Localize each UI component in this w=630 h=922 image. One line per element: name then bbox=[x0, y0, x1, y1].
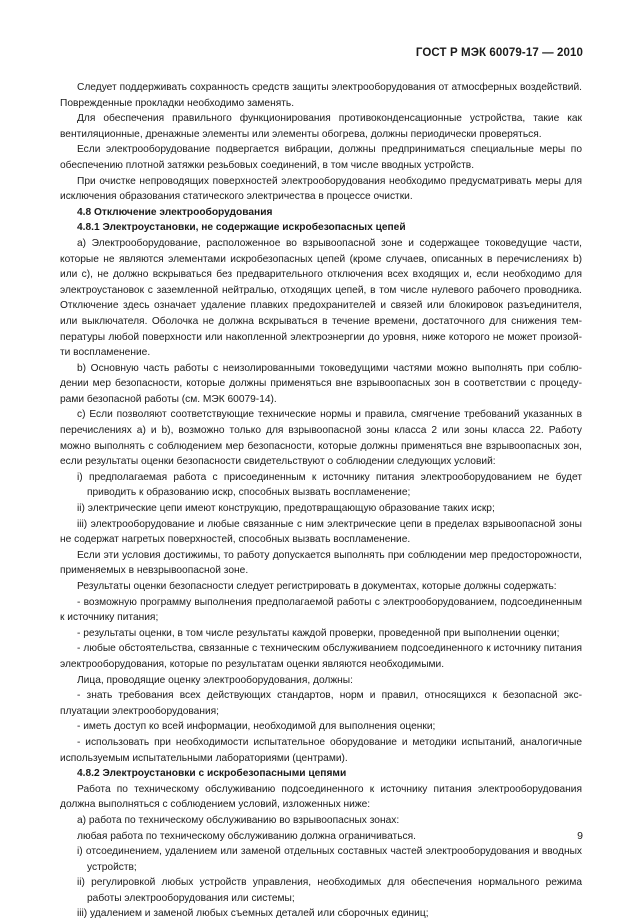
page-number: 9 bbox=[577, 830, 583, 842]
paragraph: c) Если позволяют соответствующие технические нормы и правила, смягчение требований указанных в перечислениях a) и b), возможно только для взрывоопасной зоны класса 2 или зоны класса 22. Работу можно выполнять с соблюдением мер безопасности, которые должны применяться вне взрывоопасных зон, если результаты оценки безопасности свидетельствуют о соблюдении следующих условий: bbox=[60, 409, 582, 468]
paragraph: Результаты оценки безопасности следует регистрировать в документах, которые должны содержать: bbox=[77, 581, 557, 592]
paragraph: любая работа по техническому обслуживанию должна ограничиваться. bbox=[77, 830, 416, 842]
document-body bbox=[60, 80, 582, 922]
paragraph: Работа по техническому обслуживанию подсоединенного к источнику питания электрооборудования должна выполняться с соблюдением условий, изложенных ниже: bbox=[60, 783, 582, 811]
paragraph: iii) электрооборудование и любые связанные с ним электрические цепи в пределах взрывоопасной зоны не содержат нагретых поверхностей, способных вызвать воспламенение. bbox=[60, 518, 582, 546]
paragraph: iii) удалением и заменой любых съемных деталей или сборочных единиц; bbox=[77, 908, 429, 920]
paragraph: ii) электрические цепи имеют конструкцию, предотвращающую образование таких искр; bbox=[77, 503, 495, 515]
section-heading: 4.8 Отключение электрооборудования bbox=[77, 206, 273, 218]
paragraph: - любые обстоятельства, связанные с техническим обслуживанием подсоединенного к источнику питания электрооборудования, которые по результатам оценки являются необходимыми. bbox=[60, 643, 582, 670]
paragraph: - знать требования всех действующих стандартов, норм и правил, относящихся к безопасной эксплуатации электрооборудования; bbox=[60, 690, 582, 717]
paragraph: При очистке непроводящих поверхностей электрооборудования необходимо предусматривать меры для исключения образования статического электричества в процессе очистки. bbox=[60, 175, 582, 203]
paragraph: Лица, проводящие оценку электрооборудования, должны: bbox=[77, 674, 353, 686]
section-heading: 4.8.2 Электроустановки с искробезопасными цепями bbox=[77, 768, 347, 780]
paragraph: Для обеспечения правильного функционирования противоконденсационные устройства, такие как вентиляционные, дренажные элементы или элементы обогрева, должны периодически проверяться. bbox=[60, 113, 582, 140]
paragraph: ii) регулировкой любых устройств управления, необходимых для обеспечения нормального режима работы электрооборудования или системы; bbox=[77, 877, 582, 904]
paragraph: Если эти условия достижимы, то работу допускается выполнять при соблюдении мер предосторожности, применяемых в невзрывоопасной зоне. bbox=[60, 549, 582, 577]
paragraph: b) Основную часть работы с неизолированными токоведущими частями можно выполнять при соблюдении мер безопасности, которые должны применяться вне взрывоопасных зон в соответствии с процедурами безопасной работы (см. МЭК 60079-14). bbox=[60, 362, 582, 405]
paragraph: a) Электрооборудование, расположенное во взрывоопасной зоне и содержащее токоведущие части, которые не являются элементами искробезопасных цепей (кроме случаев, описанных в перечислениях b) или c), не должно вскрываться без предварительного отключения всех входящих и, если необходимо для электроустановок с заземленной нейтралью, отходящих цепей, в том числе нулевого рабочего проводника. Отключение здесь означает удаление плавких предохранителей и связей или блокировок разъединителя, или выключателя. Оболочка не должна вскрываться в течение времени, достаточного для снижения температуры любой поверхности или накопленной электроэнергии до уровня, ниже которого не может произойти воспламенение. bbox=[60, 237, 582, 359]
paragraph: - использовать при необходимости испытательное оборудование и методики испытаний, аналогичные используемым испытательными лабораториями (центрами). bbox=[60, 736, 582, 764]
paragraph: - результаты оценки, в том числе результаты каждой проверки, проведенной при выполнении оценки; bbox=[77, 627, 560, 639]
paragraph: - возможную программу выполнения предполагаемой работы с электрооборудованием, подсоединенным к источнику питания; bbox=[60, 596, 582, 624]
section-heading: 4.8.1 Электроустановки, не содержащие искробезопасных цепей bbox=[77, 222, 406, 234]
paragraph: Следует поддерживать сохранность средств защиты электрооборудования от атмосферных воздействий. Поврежденные прокладки необходимо заменять. bbox=[60, 82, 582, 109]
document-header: ГОСТ Р МЭК 60079-17 — 2010 bbox=[415, 47, 583, 59]
paragraph: i) предполагаемая работа с присоединенным к источнику питания электрооборудованием не будет приводить к образованию искр, способных вызвать воспламенение; bbox=[77, 471, 582, 499]
paragraph: Если электрооборудование подвергается вибрации, должны предприниматься специальные меры по обеспечению плотной затяжки резьбовых соединений, в том числе вводных устройств. bbox=[60, 144, 582, 171]
paragraph: - иметь доступ ко всей информации, необходимой для выполнения оценки; bbox=[77, 721, 436, 733]
paragraph: i) отсоединением, удалением или заменой отдельных составных частей электрооборудования и вводных устройств; bbox=[77, 846, 582, 873]
paragraph: a) работа по техническому обслуживанию во взрывоопасных зонах: bbox=[77, 814, 400, 826]
